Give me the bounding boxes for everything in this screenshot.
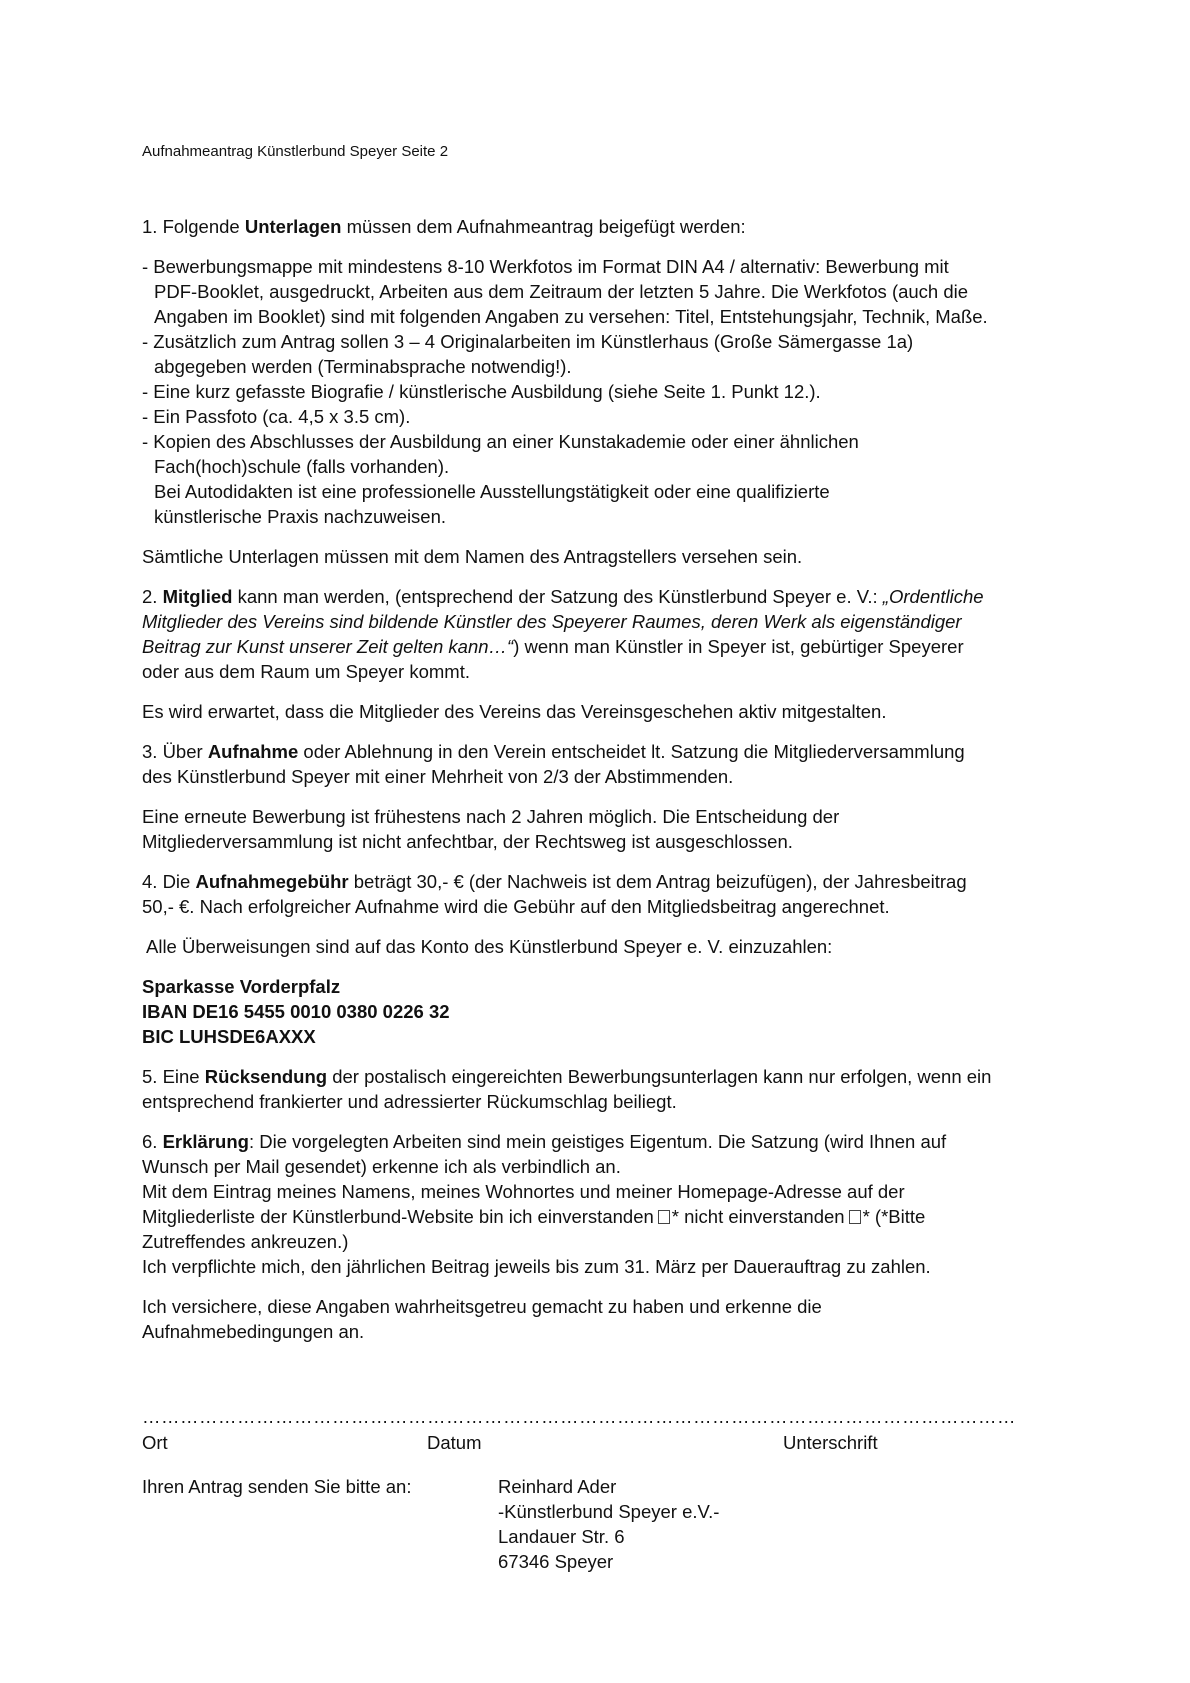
- address-line: -Künstlerbund Speyer e.V.-: [498, 1501, 720, 1522]
- list-item-continuation: Fach(hoch)schule (falls vorhanden).: [154, 456, 450, 477]
- section-6-text: (*Bitte: [874, 1206, 926, 1227]
- section-3-reapplication: [142, 804, 1082, 854]
- signature-line[interactable]: …………………………………………………………………………………………………………………………: [142, 1406, 1016, 1427]
- assurance-text: Ich versichere, diese Angaben wahrheitsgetreu gemacht zu haben und erkenne die: [142, 1296, 822, 1317]
- section-3-admission: [142, 739, 1082, 789]
- bank-details: [142, 974, 1082, 1049]
- section-1-keyword: Unterlagen: [244, 216, 342, 237]
- section-1-intro-rest: müssen dem Aufnahmeantrag beigefügt werden:: [341, 216, 746, 237]
- list-item: - Eine kurz gefasste Biografie / künstlerische Ausbildung (siehe Seite 1. Punkt 12.).: [142, 381, 821, 402]
- bank-bic: BIC LUHSDE6AXXX: [142, 1026, 316, 1047]
- section-3-number: 3. Über: [142, 741, 208, 762]
- section-6-number: 6.: [142, 1131, 163, 1152]
- section-5-return: [142, 1064, 1082, 1114]
- section-6-assurance: [142, 1294, 1082, 1344]
- list-item: - Zusätzlich zum Antrag sollen 3 – 4 Originalarbeiten im Künstlerhaus (Große Sämergasse 1a): [142, 331, 914, 352]
- section-2-text: oder aus dem Raum um Speyer kommt.: [142, 661, 470, 682]
- bank-iban: IBAN DE16 5455 0010 0380 0226 32: [142, 1001, 450, 1022]
- send-to-label: Ihren Antrag senden Sie bitte an:: [142, 1476, 412, 1497]
- section-1-intro: [142, 214, 1082, 239]
- section-5-keyword: Rücksendung: [204, 1066, 328, 1087]
- list-item: - Bewerbungsmappe mit mindestens 8-10 Werkfotos im Format DIN A4 / alternativ: Bewerbung mit: [142, 256, 949, 277]
- address-line: Reinhard Ader: [498, 1476, 617, 1497]
- section-4-text: 50,- €. Nach erfolgreicher Aufnahme wird die Gebühr auf den Mitgliedsbeitrag angerechnet.: [142, 896, 890, 917]
- section-4-keyword: Aufnahmegebühr: [195, 871, 349, 892]
- section-2-quote: Beitrag zur Kunst unserer Zeit gelten kann…“: [142, 636, 514, 657]
- section-6-declaration: [142, 1129, 1082, 1279]
- section-2-quote: „Ordentliche: [882, 586, 984, 607]
- section-6-text: Mit dem Eintrag meines Namens, meines Wohnortes und meiner Homepage-Adresse auf der: [142, 1181, 905, 1202]
- section-6-text: : Die vorgelegten Arbeiten sind mein geistiges Eigentum. Die Satzung (wird Ihnen auf: [248, 1131, 947, 1152]
- section-3-text: Mitgliederversammlung ist nicht anfechtbar, der Rechtsweg ist ausgeschlossen.: [142, 831, 793, 852]
- section-5-text: entsprechend frankierter und adressierter Rückumschlag beiliegt.: [142, 1091, 677, 1112]
- section-2-number: 2.: [142, 586, 163, 607]
- section-3-text: oder Ablehnung in den Verein entscheidet lt. Satzung die Mitgliederversammlung: [298, 741, 965, 762]
- section-6-text: Mitgliederliste der Künstlerbund-Website bin ich einverstanden: [142, 1206, 654, 1227]
- section-2-expectation: Es wird erwartet, dass die Mitglieder des Vereins das Vereinsgeschehen aktiv mitgestalten.: [142, 701, 887, 722]
- list-item-continuation: künstlerische Praxis nachzuweisen.: [154, 506, 447, 527]
- list-item: - Ein Passfoto (ca. 4,5 x 3.5 cm).: [142, 406, 411, 427]
- section-2-quote: Mitglieder des Vereins sind bildende Künstler des Speyerer Raumes, deren Werk als eigenständiger: [142, 611, 962, 632]
- section-6-text: Ich verpflichte mich, den jährlichen Beitrag jeweils bis zum 31. März per Dauerauftrag zu zahlen.: [142, 1256, 931, 1277]
- list-item-continuation: Angaben im Booklet) sind mit folgenden Angaben zu versehen: Titel, Entstehungsjahr, Technik, Maße.: [154, 306, 988, 327]
- section-2-text: ) wenn man Künstler in Speyer ist, gebürtiger Speyerer: [513, 636, 964, 657]
- section-2-text: kann man werden, (entsprechend der Satzung des Künstlerbund Speyer e. V.:: [232, 586, 883, 607]
- list-item-continuation: abgegeben werden (Terminabsprache notwendig!).: [154, 356, 572, 377]
- section-1-list: [142, 254, 1082, 529]
- asterisk-mark: *: [671, 1206, 679, 1227]
- section-4-fee: [142, 869, 1082, 919]
- list-item-continuation: Bei Autodidakten ist eine professionelle Ausstellungstätigkeit oder eine qualifizierte: [154, 481, 830, 502]
- consent-agree-checkbox[interactable]: [658, 1210, 670, 1224]
- section-6-keyword: Erklärung: [162, 1131, 249, 1152]
- page-header: Aufnahmeantrag Künstlerbund Speyer Seite 2: [142, 143, 449, 160]
- section-2-keyword: Mitglied: [162, 586, 233, 607]
- asterisk-mark: *: [862, 1206, 870, 1227]
- section-5-number: 5. Eine: [142, 1066, 205, 1087]
- section-6-text: nicht einverstanden: [684, 1206, 845, 1227]
- signature-label-ort: Ort: [142, 1432, 168, 1453]
- bank-name: Sparkasse Vorderpfalz: [142, 976, 341, 997]
- section-4-number: 4. Die: [142, 871, 196, 892]
- section-1-intro-text: 1. Folgende: [142, 216, 245, 237]
- section-2-membership: [142, 584, 1082, 684]
- consent-disagree-checkbox[interactable]: [849, 1210, 861, 1224]
- signature-label-datum: Datum: [427, 1432, 482, 1453]
- list-item-continuation: PDF-Booklet, ausgedruckt, Arbeiten aus dem Zeitraum der letzten 5 Jahre. Die Werkfotos (auch die: [154, 281, 969, 302]
- section-6-text: Zutreffendes ankreuzen.): [142, 1231, 349, 1252]
- section-1-note: Sämtliche Unterlagen müssen mit dem Namen des Antragstellers versehen sein.: [142, 546, 803, 567]
- signature-label-unterschrift: Unterschrift: [783, 1432, 878, 1453]
- section-4-transfer-note: Alle Überweisungen sind auf das Konto des Künstlerbund Speyer e. V. einzuzahlen:: [146, 936, 833, 957]
- list-item: - Kopien des Abschlusses der Ausbildung an einer Kunstakademie oder einer ähnlichen: [142, 431, 859, 452]
- section-5-text: der postalisch eingereichten Bewerbungsunterlagen kann nur erfolgen, wenn ein: [327, 1066, 992, 1087]
- section-3-keyword: Aufnahme: [207, 741, 299, 762]
- send-to-address: [498, 1474, 719, 1574]
- section-3-text: Eine erneute Bewerbung ist frühestens nach 2 Jahren möglich. Die Entscheidung der: [142, 806, 840, 827]
- section-3-text: des Künstlerbund Speyer mit einer Mehrheit von 2/3 der Abstimmenden.: [142, 766, 734, 787]
- section-6-text: Wunsch per Mail gesendet) erkenne ich als verbindlich an.: [142, 1156, 621, 1177]
- address-line: Landauer Str. 6: [498, 1526, 625, 1547]
- document-body: [142, 214, 1082, 1359]
- section-4-text: beträgt 30,- € (der Nachweis ist dem Antrag beizufügen), der Jahresbeitrag: [348, 871, 967, 892]
- address-line: 67346 Speyer: [498, 1551, 614, 1572]
- assurance-text: Aufnahmebedingungen an.: [142, 1321, 365, 1342]
